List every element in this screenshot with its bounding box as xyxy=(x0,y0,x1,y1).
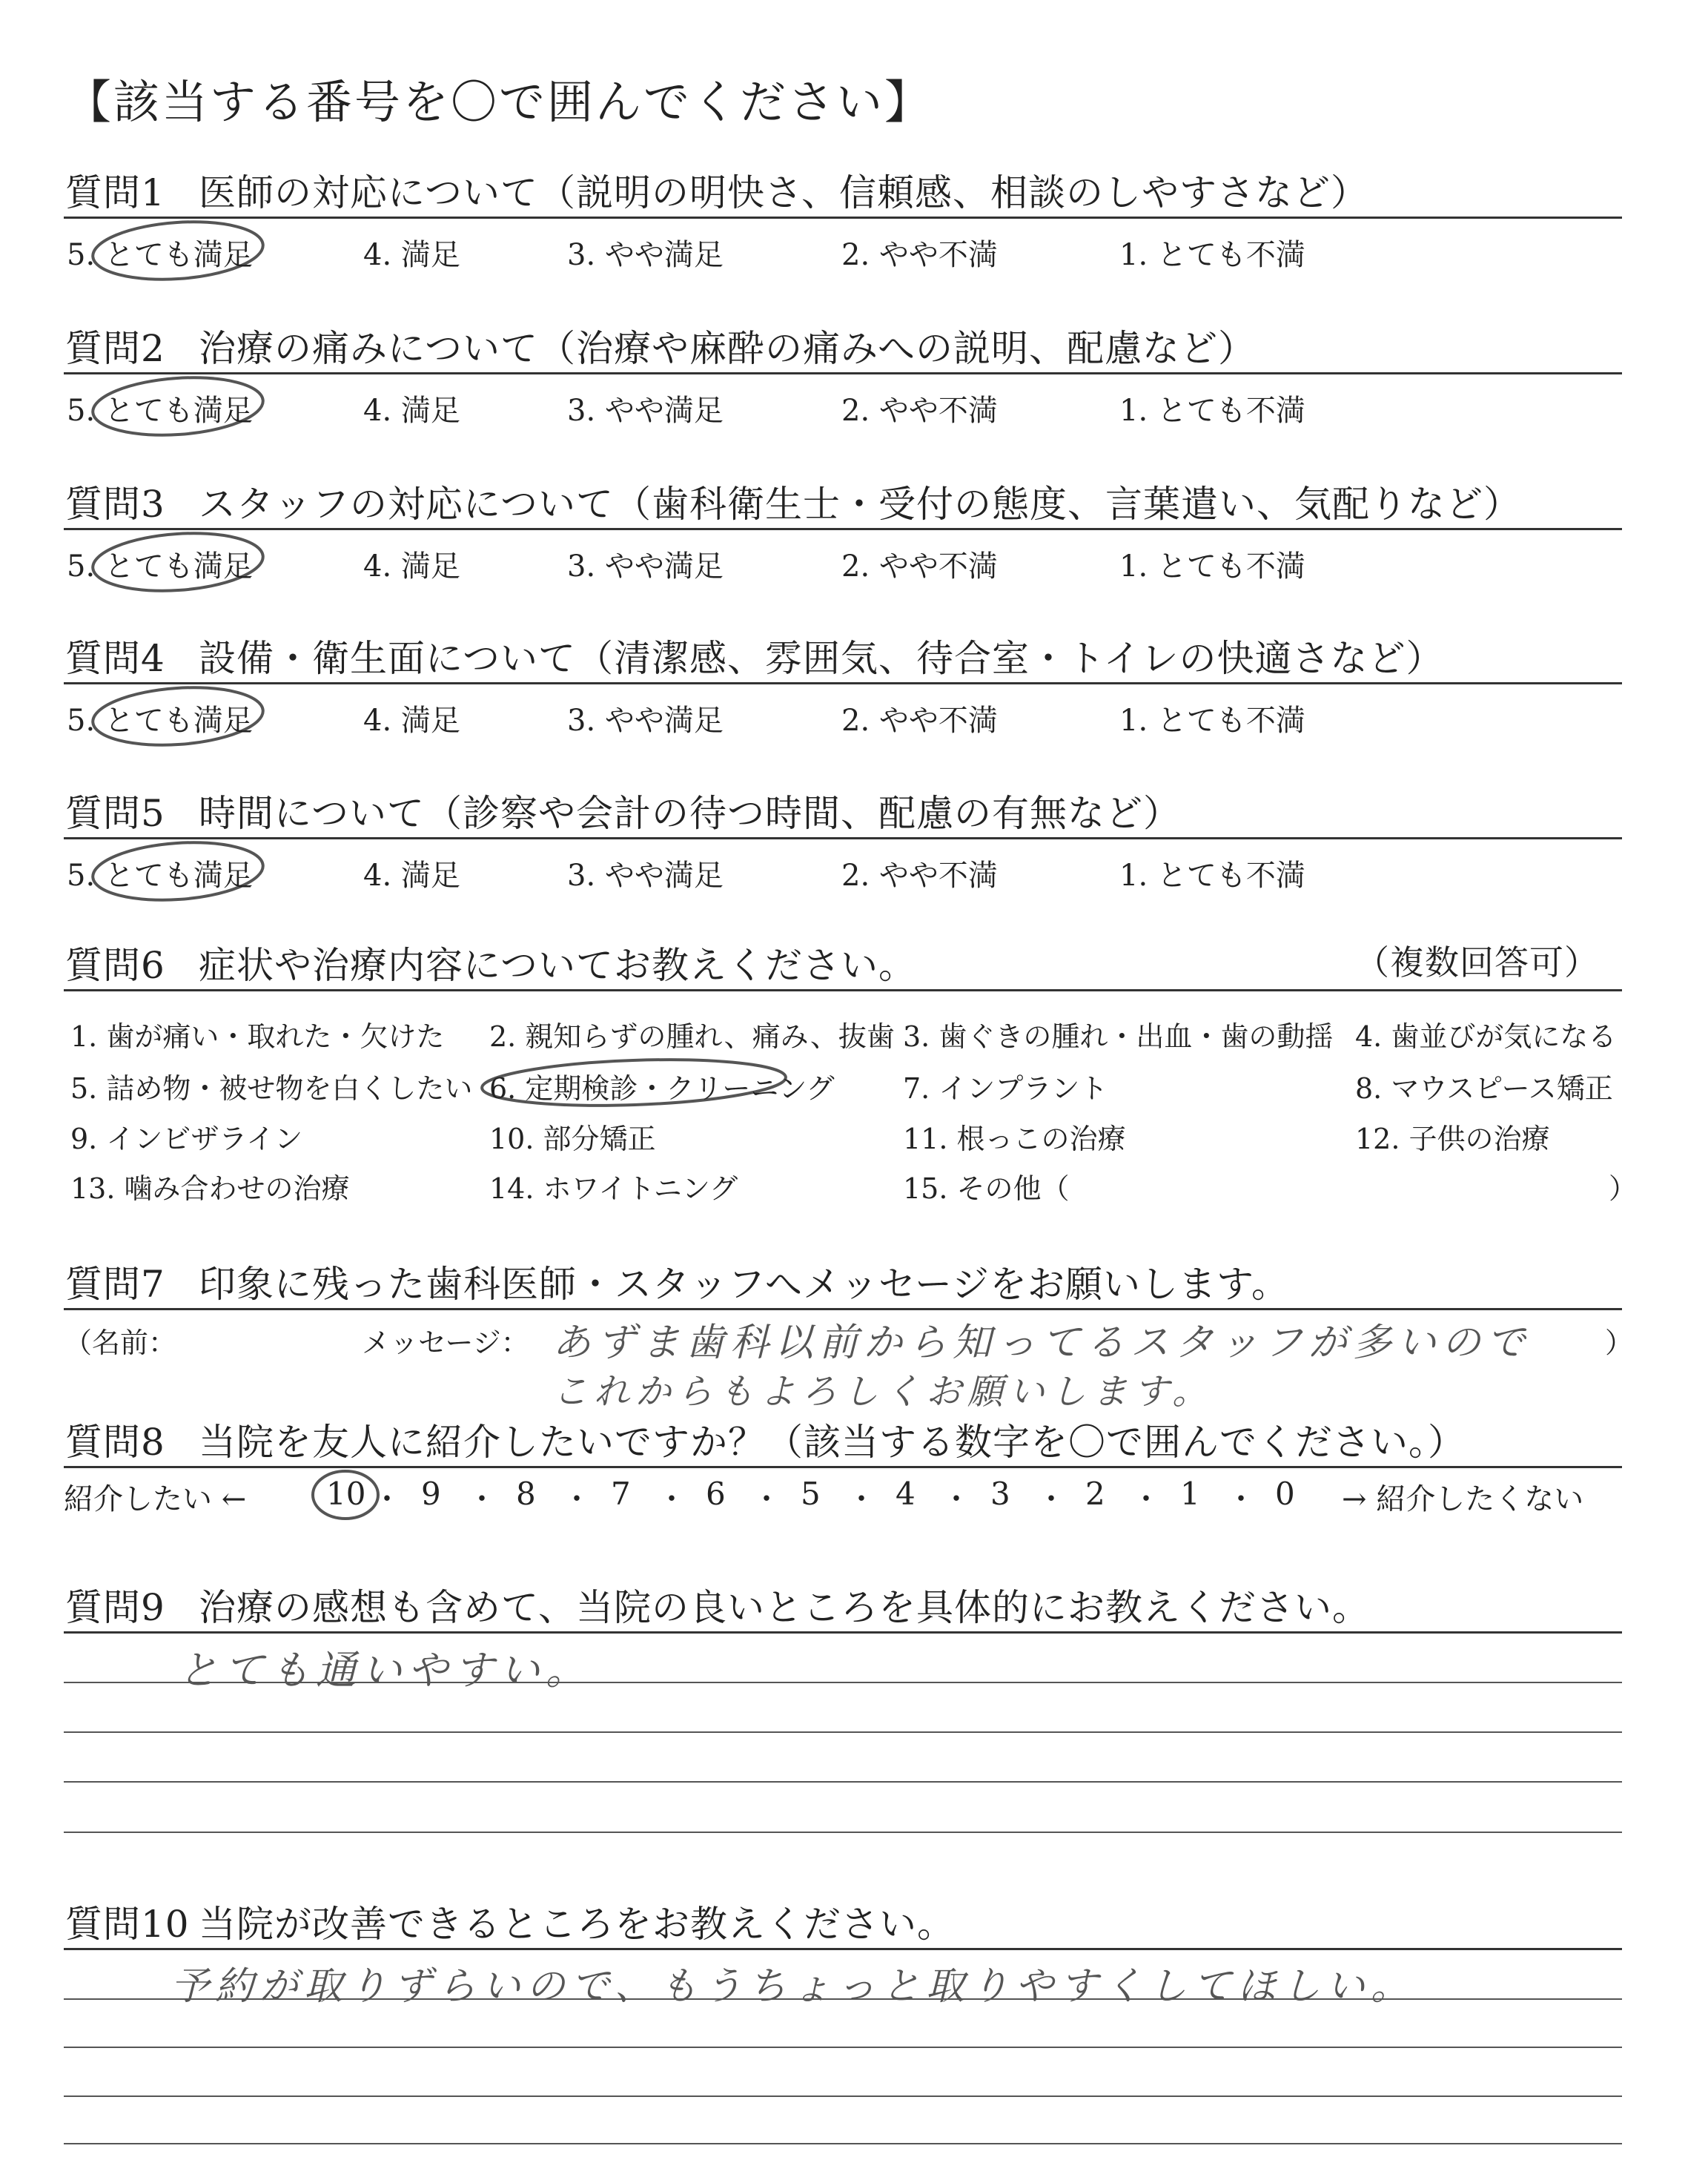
question-text: 当院が改善できるところをお教えください。 xyxy=(199,1903,955,1946)
rating-option: 4. 満足 xyxy=(363,549,460,584)
symptom-option: 10. 部分矯正 xyxy=(489,1123,656,1155)
question-rule xyxy=(64,1948,1622,1950)
symptom-option: 2. 親知らずの腫れ、痛み、抜歯 xyxy=(489,1020,895,1053)
answer-line xyxy=(64,2143,1622,2144)
rating-option: 3. やや満足 xyxy=(567,238,724,272)
rating-option: 2. やや不満 xyxy=(841,859,998,893)
symptom-option: 13. 噛み合わせの治療 xyxy=(70,1172,350,1205)
scale-number: 1 xyxy=(1180,1476,1200,1512)
rating-option: 1. とても不満 xyxy=(1119,238,1305,272)
scale-left-label: 紹介したい ← xyxy=(64,1482,247,1516)
symptom-option: 8. マウスピース矯正 xyxy=(1355,1072,1613,1105)
rating-option: 1. とても不満 xyxy=(1119,549,1305,584)
rating-option: 4. 満足 xyxy=(363,704,460,738)
symptom-option: 15. その他（ xyxy=(903,1172,1070,1205)
question-rule xyxy=(64,1466,1622,1468)
scale-number: 7 xyxy=(611,1476,631,1512)
question-rule xyxy=(64,682,1622,684)
rating-option: 1. とても不満 xyxy=(1119,859,1305,893)
question-label: 質問6 xyxy=(65,944,165,987)
question-label: 質問2 xyxy=(65,327,165,370)
symptom-option: 4. 歯並びが気になる xyxy=(1355,1020,1617,1053)
symptom-option: 14. ホワイトニング xyxy=(489,1172,738,1205)
rating-option: 4. 満足 xyxy=(363,394,460,428)
rating-option: 2. やや不満 xyxy=(841,238,998,272)
scale-dot: ・ xyxy=(941,1482,971,1516)
question-text: 治療の感想も含めて、当院の良いところを具体的にお教えください。 xyxy=(199,1586,1370,1629)
symptom-option: 3. 歯ぐきの腫れ・出血・歯の動揺 xyxy=(903,1020,1334,1053)
rating-option: 2. やや不満 xyxy=(841,704,998,738)
scale-number: 6 xyxy=(706,1476,726,1512)
symptom-option: 1. 歯が痛い・取れた・欠けた xyxy=(70,1020,445,1053)
question-label: 質問5 xyxy=(65,792,165,835)
rating-option: 5. とても満足 xyxy=(67,704,253,738)
question-label: 質問1 xyxy=(65,171,165,214)
message-handwriting: これからもよろしくお願いします。 xyxy=(552,1371,1214,1413)
question-text: 症状や治療内容についてお教えください。 xyxy=(199,944,916,987)
question-text: スタッフの対応について（歯科衛生士・受付の態度、言葉遣い、気配りなど） xyxy=(199,483,1521,526)
scale-number: 10 xyxy=(326,1476,366,1512)
rating-option: 4. 満足 xyxy=(363,238,460,272)
scale-dot: ・ xyxy=(847,1482,876,1516)
question-rule xyxy=(64,837,1622,839)
question-label: 質問7 xyxy=(65,1263,165,1306)
rating-option: 3. やや満足 xyxy=(567,859,724,893)
symptom-option: 12. 子供の治療 xyxy=(1355,1123,1550,1155)
question-rule xyxy=(64,1631,1622,1634)
rating-option: 3. やや満足 xyxy=(567,549,724,584)
rating-option: 5. とても満足 xyxy=(67,859,253,893)
question-note: （複数回答可） xyxy=(1355,942,1599,982)
rating-option: 5. とても満足 xyxy=(67,238,253,272)
name-label: （名前： xyxy=(64,1327,177,1359)
scale-dot: ・ xyxy=(467,1482,497,1516)
rating-option: 3. やや満足 xyxy=(567,394,724,428)
answer-line xyxy=(64,2095,1622,2097)
question-rule xyxy=(64,989,1622,991)
scale-dot: ・ xyxy=(562,1482,592,1516)
rating-option: 1. とても不満 xyxy=(1119,704,1305,738)
scale-right-label: → 紹介したくない xyxy=(1342,1482,1584,1516)
close-paren: ） xyxy=(1605,1327,1634,1359)
rating-option: 2. やや不満 xyxy=(841,394,998,428)
scale-number: 0 xyxy=(1275,1476,1295,1512)
message-label: メッセージ： xyxy=(362,1327,529,1359)
rating-option: 5. とても満足 xyxy=(67,549,253,584)
symptom-option: 6. 定期検診・クリーニング xyxy=(489,1072,835,1105)
symptom-option: 11. 根っこの治療 xyxy=(903,1123,1126,1155)
question-text: 医師の対応について（説明の明快さ、信頼感、相談のしやすさなど） xyxy=(199,171,1368,214)
page-title: 【該当する番号を〇で囲んでください】 xyxy=(65,75,933,129)
question-rule xyxy=(64,1308,1622,1310)
scale-dot: ・ xyxy=(657,1482,686,1516)
scale-dot: ・ xyxy=(1131,1482,1161,1516)
question-rule xyxy=(64,528,1622,530)
question-rule xyxy=(64,217,1622,219)
scale-number: 8 xyxy=(516,1476,536,1512)
rating-option: 2. やや不満 xyxy=(841,549,998,584)
rating-option: 5. とても満足 xyxy=(67,394,253,428)
scale-number: 4 xyxy=(896,1476,916,1512)
answer-line xyxy=(64,1832,1622,1833)
scale-dot: ・ xyxy=(1226,1482,1256,1516)
answer-line xyxy=(64,1781,1622,1783)
question-label: 質問8 xyxy=(65,1421,165,1464)
rating-option: 3. やや満足 xyxy=(567,704,724,738)
answer-line xyxy=(64,1731,1622,1733)
rating-option: 4. 満足 xyxy=(363,859,460,893)
scale-number: 3 xyxy=(990,1476,1010,1512)
symptom-option: 9. インビザライン xyxy=(70,1123,303,1155)
scale-number: 5 xyxy=(801,1476,821,1512)
scale-dot: ・ xyxy=(372,1482,402,1516)
symptom-option: ） xyxy=(1609,1172,1638,1205)
scale-dot: ・ xyxy=(752,1482,781,1516)
scale-number: 2 xyxy=(1085,1476,1105,1512)
symptom-option: 7. インプラント xyxy=(903,1072,1108,1105)
question-label: 質問10 xyxy=(65,1903,190,1946)
symptom-option: 5. 詰め物・被せ物を白くしたい xyxy=(70,1072,473,1105)
scale-dot: ・ xyxy=(1036,1482,1066,1516)
message-handwriting: あずま歯科以前から知ってるスタッフが多いので xyxy=(552,1321,1532,1365)
question-label: 質問3 xyxy=(65,483,165,526)
rating-option: 1. とても不満 xyxy=(1119,394,1305,428)
scale-number: 9 xyxy=(421,1476,441,1512)
question-text: 当院を友人に紹介したいですか？（該当する数字を〇で囲んでください。） xyxy=(199,1421,1466,1464)
answer-handwriting: 予約が取りずらいので、もうちょっと取りやすくしてほしい。 xyxy=(171,1964,1415,2009)
question-rule xyxy=(64,372,1622,374)
question-text: 時間について（診察や会計の待つ時間、配慮の有無など） xyxy=(199,792,1181,835)
question-text: 設備・衛生面について（清潔感、雰囲気、待合室・トイレの快適さなど） xyxy=(199,637,1444,680)
question-text: 印象に残った歯科医師・スタッフへメッセージをお願いします。 xyxy=(199,1263,1289,1306)
question-label: 質問9 xyxy=(65,1586,165,1629)
answer-handwriting: とても通いやすい。 xyxy=(178,1647,592,1694)
question-label: 質問4 xyxy=(65,637,165,680)
answer-line xyxy=(64,2047,1622,2048)
question-text: 治療の痛みについて（治療や麻酔の痛みへの説明、配慮など） xyxy=(199,327,1256,370)
